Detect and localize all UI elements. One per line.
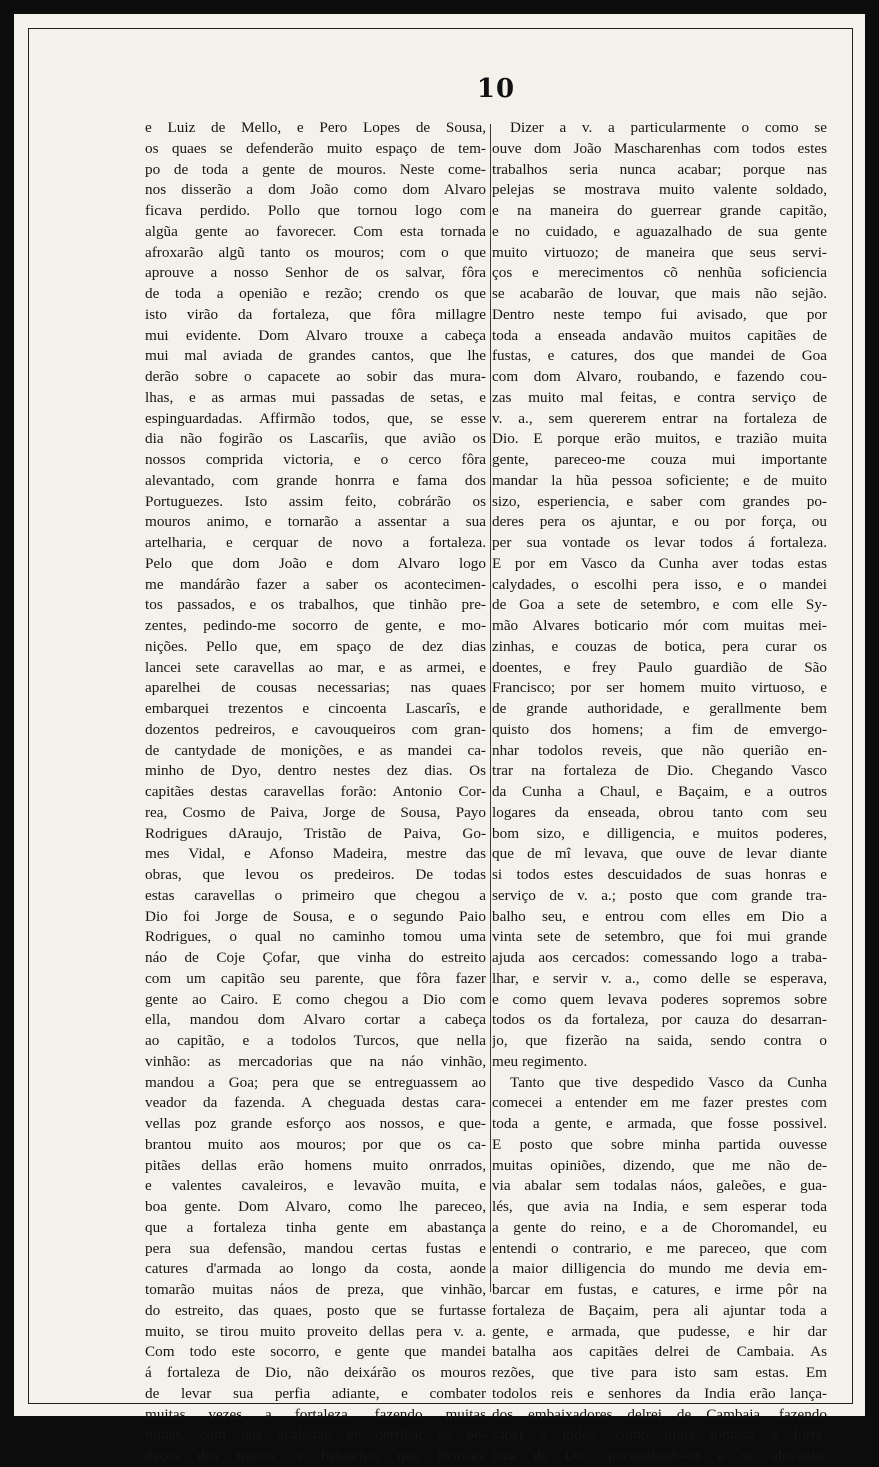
text-line: trar na fortaleza de Dio. Chegando Vasco [492,762,827,780]
text-line: com um capitão seu parente, que fôra fazer [145,969,486,987]
text-line: me mandárão fazer a saber os acontecimen- [145,575,486,593]
text-line: ficava perdido. Pollo que tornou logo com [145,202,486,219]
text-line: pelejas se mostrava muito valente soldado, [492,181,827,199]
text-line: todolos reis e senhores da India erão lança- [492,1384,827,1402]
text-line: vinhão: as mercadorias que na náo vinhão, [145,1052,486,1070]
text-line: E posto que sobre minha partida ouvesse [492,1135,827,1153]
text-line: algũa gente ao favorecer. Com esta tornada [145,222,486,240]
text-line: espinguardadas. Affirmão todos, que, se esse [145,409,486,427]
text-line: serviço de v. a.; posto que com grande tra- [492,886,827,904]
text-line: isto virão da fortaleza, que fôra millagre [145,305,486,323]
text-line: tomarão muitas náos de preza, que vinhão, [145,1281,486,1298]
text-line: rezões, que tive para isto sam estas. Em [492,1364,827,1381]
text-line: náo de Coje Çofar, que vinha do estreito [145,949,486,966]
text-line: de cantydade de monições, e as mandei ca- [145,741,486,759]
text-line: alevantado, com grande honrra e fama dos [145,471,486,489]
text-line: mui evidente. Dom Alvaro trouxe a cabeça [145,326,486,344]
text-line: ouve dom João Mascharenhas com todos estes [492,139,827,157]
text-line: lés, que avia na India, e sem esperar toda [492,1198,827,1215]
text-line: aparelhei de cousas necessarias; nas quaes [145,679,486,697]
text-line: gente, pareceo-me couza mui importante [492,451,827,468]
text-line: boa gente. Dom Alvaro, como lhe pareceo, [145,1198,486,1215]
text-line: vinta sete de setembro, que foi mui grande [492,928,827,946]
page-number: 10 [476,74,516,104]
text-line: v. a., sem quererem entrar na fortaleza de [492,409,827,427]
text-line: e no cuidado, e aguazalhado de sua gente [492,222,827,240]
text-line: deres pera os ajuntar, e ou por força, ou [492,513,827,531]
text-line: pitães dellas erão homens muito onrrados, [145,1156,486,1174]
text-line: Portuguezes. Isto assim feito, cobrárão os [145,492,486,510]
text-line: Francisco; por ser homem muito virtuoso, e [492,679,827,697]
text-line: tos passados, e os trabalhos, que tinhão pre- [145,596,486,614]
text-line: ajuda aos cercados: comessando logo a traba- [492,949,827,966]
text-line: com dom Alvaro, roubando, e fazendo cou- [492,368,827,385]
text-line: Com todo este socorro, e gente que mandei [145,1343,486,1361]
text-line: minas, com que acabárão de derribar os pe- [145,1426,486,1444]
text-line: mouros animo, e tornarão a assentar a sua [145,513,486,531]
text-line: catures d'armada ao longo da costa, aonde [145,1260,486,1278]
text-line: Rodrigues, o qual no caminho tomou uma [145,928,486,946]
text-line: embarquei trezentos e cincoenta Lascarîs, e [145,700,486,717]
text-line: barcar em fustas, e catures, e irme pôr na [492,1281,827,1298]
text-line: Dizer a v. a particularmente o como se [510,119,827,136]
text-line: jo, que fizerão na saida, sendo contra o [492,1032,827,1049]
text-line: se acabarão de louvar, que mais não sejão. [492,285,827,302]
text-line: de grande authoridade, e gerallmente bem [492,700,827,717]
text-line: mão Alvares boticario mór com muitas mei- [492,617,827,634]
text-line: ella, mandou dom Alvaro cortar a cabeça [145,1011,486,1029]
text-line: muito virtuozo; de maneira que seus servi- [492,243,827,261]
text-line: mandou a Goa; pera que se entreguassem ao [145,1073,486,1091]
text-line: doentes, e frey Paulo guardião de São [492,658,827,676]
text-line: bom sizo, e dilligencia, e muitos poderes, [492,824,827,842]
text-line: lhar, e servir v. a., como delle se esperava, [492,969,827,987]
text-line: dia não fogirão os Lascarîis, que avião os [145,430,486,448]
text-line: nhar todolos reveis, que não querião en- [492,741,827,759]
text-line: daços dos muros, e baluartes, que ficavão. [145,1447,486,1464]
text-line: muitas vezes a fortaleza, fazendo muitas [145,1405,486,1423]
text-line: fustas, e catures, dos que mandei de Goa [492,347,827,365]
text-line: comecei a entender em me fazer prestes com [492,1094,827,1112]
text-line: os quaes se defenderão muito espaço de tem- [145,139,486,157]
text-line: leza de Dio, persuadindo-os a se alevanta- [492,1447,827,1464]
text-line: a maior dilligencia do mundo me devia em- [492,1260,827,1278]
left-text-column [145,118,486,1467]
text-line: quisto dos homens; a fim de emvergo- [492,720,827,738]
text-line: e valentes cavaleiros, e levavão muita, e [145,1177,486,1195]
text-line: afroxarão algũ tanto os mouros; com o que [145,243,486,261]
text-line: lancei sete caravellas ao mar, e as armei, e [145,658,486,676]
text-line: zentes, pedindo-me socorro de gente, e mo- [145,617,486,634]
text-line: fortaleza de Baçaim, pera ali ajuntar toda a [492,1301,827,1319]
text-line: ços e merecimentos cõ nenhũa soficiencia [492,264,827,282]
text-line: todos os da fortaleza, por cauza do desarran- [492,1011,827,1029]
text-line: que a fortaleza tinha gente em abastança [145,1218,486,1236]
text-line: obras, que levou os predeiros. De todas [145,866,486,883]
text-line: calydades, o escolhi pera isso, e o mandei [492,575,827,593]
text-line: per sua vontade os levar todos á fortaleza. [492,534,827,551]
text-line: que de mî levava, que ouve de levar diante [492,845,827,863]
text-line: de levar sua perfia adiante, e combater [145,1384,486,1402]
text-line: ao capitão, e a todolos Turcos, que nella [145,1032,486,1049]
text-line: zinhas, e couzas de botica, pera curar os [492,637,827,655]
text-line: nossos comprida victoria, e o cerco fôra [145,451,486,468]
text-line: muito, se tirou muito proveito dellas pera v. a. [145,1322,486,1340]
text-line: gente ao Cairo. E como chegou a Dio com [145,990,486,1008]
text-line: entendi o contrario, e me pareceo, que com [492,1239,827,1257]
text-line: nições. Pello que, em spaço de dez dias [145,637,486,655]
right-text-column [492,118,827,1467]
text-line: Dio foi Jorge de Sousa, e o segundo Paio [145,907,486,925]
text-line: trabalhos seria nunca acabar; porque nas [492,160,827,178]
text-line: á fortaleza de Dio, não deixárão os mouros [145,1364,486,1381]
text-line: Dentro neste tempo fui avisado, que por [492,305,827,323]
text-line: logares da enseada, obrou tanto com seu [492,803,827,821]
text-line: brantou muito aos mouros; por que os ca- [145,1135,486,1153]
text-line: balho seu, e entrou com elles em Dio a [492,907,827,925]
text-line: Tanto que tive despedido Vasco da Cunha [510,1073,827,1091]
text-line: artelharia, e cerquar de novo a fortaleza. [145,534,486,551]
text-line: zas muito mal feitas, e contra serviço de [492,388,827,406]
text-line: Dio. E porque erão muitos, e trazião muita [492,430,827,448]
text-line: veador da fazenda. A cheguada destas cara- [145,1094,486,1112]
text-line: mandar la hũa pessoa soficiente; e de muito [492,471,827,489]
text-line: de Goa a sete de setembro, e com elle Sy- [492,596,827,614]
text-line: meu regimento. [492,1052,588,1070]
text-line: mui mal aviada de grandes cantos, que lhe [145,347,486,365]
text-line: toda a gente, e armada, que fosse possivel. [492,1115,827,1132]
text-line: vellas poz grande esforço aos nossos, e que- [145,1115,486,1132]
text-line: e Luiz de Mello, e Pero Lopes de Sousa, [145,119,486,136]
text-line: nos disserão a dom João como dom Alvaro [145,181,486,199]
text-line: toda a enseada andavão muitos capitães de [492,326,827,344]
text-line: do estreito, das quaes, posto que se furtasse [145,1301,486,1319]
text-line: capitães destas caravellas forão: Antonio Cor- [145,783,486,800]
text-line: gente, e armada, que pudesse, e hir dar [492,1322,827,1340]
text-line: dos embaixadores delrei de Cambaia, fazendo [492,1405,827,1423]
text-line: aprouve a nosso Senhor de os salvar, fôra [145,264,486,282]
text-line: e como quem levava poderes sopremos sobre [492,990,827,1008]
text-line: da Cunha a Chaul, e Baçaim, e a outros [492,783,827,800]
text-line: rea, Cosmo de Paiva, Jorge de Sousa, Payo [145,803,486,821]
text-line: de toda a openião e rezão; crendo os que [145,285,486,302]
text-line: sizo, esperiencia, e saber com grandes po- [492,492,827,510]
column-divider [490,124,491,1292]
text-line: minho de Dyo, dentro nestes dez dias. Os [145,762,486,780]
text-line: Pelo que dom João e dom Alvaro logo [145,554,486,572]
text-line: estas caravellas o primeiro que chegou a [145,886,486,904]
text-line: a gente do reino, e a de Choromandel, eu [492,1218,827,1236]
text-line: lhas, e as armas mui passadas de setas, e [145,388,486,406]
text-line: dozentos pedreiros, e cavouqueiros com gran- [145,720,486,738]
text-line: batalha aos capitães delrei de Cambaia. As [492,1343,827,1361]
text-line: Rodrigues dAraujo, Tristão de Paiva, Go- [145,824,486,842]
text-line: e na maneira do guerrear grande capitão, [492,202,827,219]
document-page [14,14,865,1464]
text-line: pera sua defensão, mandou certas fustas e [145,1239,486,1257]
text-line: derão sobre o capacete ao sobir das mura- [145,368,486,385]
text-line: mes Vidal, e Afonso Madeira, mestre das [145,845,486,863]
text-line: saber a todos, como tinha tomada a forta- [492,1426,827,1444]
text-line: via abalar sem todalas náos, galeões, e gua- [492,1177,827,1195]
text-line: po de toda a gente de mouros. Neste come- [145,160,486,178]
text-line: si todos estes descuidados de suas honras e [492,866,827,883]
text-line: muitas opiniões, dizendo, que me não de- [492,1156,827,1174]
text-line: E por em Vasco da Cunha aver todas estas [492,554,827,572]
